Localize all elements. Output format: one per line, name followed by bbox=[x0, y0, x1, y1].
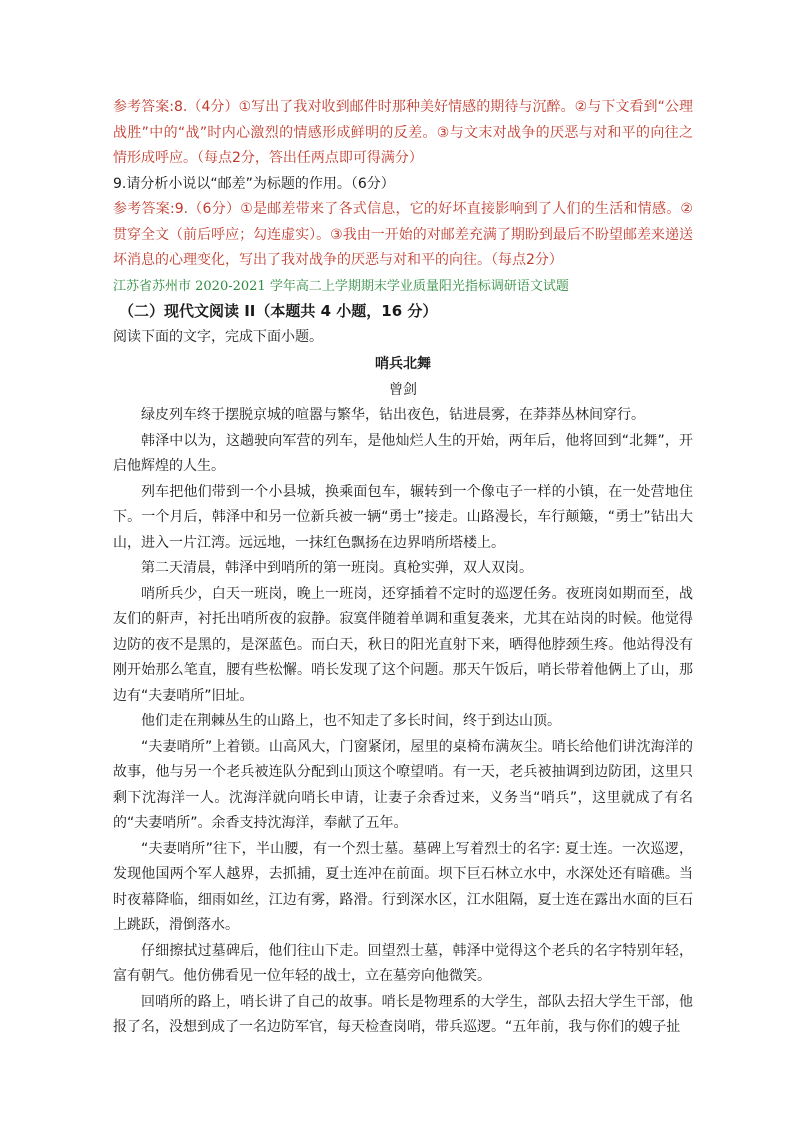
article-paragraph: 韩泽中以为，这趟驶向军营的列车，是他灿烂人生的开始，两年后，他将回到“北舞”，开启他辉煌的人生。 bbox=[113, 432, 693, 474]
article-paragraph: 绿皮列车终于摆脱京城的喧嚣与繁华，钻出夜色，钻进晨雾，在莽莽丛林间穿行。 bbox=[141, 407, 645, 423]
article-paragraph: 仔细擦拭过墓碑后，他们往山下走。回望烈士墓，韩泽中觉得这个老兵的名字特别年轻，富有朝气。他仿佛看见一位年轻的战士，立在墓旁向他微笑。 bbox=[113, 942, 693, 984]
article-paragraph: “夫妻哨所”往下，半山腰，有一个烈士墓。墓碑上写着烈士的名字: 夏士连。一次巡逻，发现他国两个军人越界，去抓捕，夏士连冲在前面。坝下巨石林立水中，水深处还有暗礁。当时夜幕降临，细雨如丝，江边有雾，路滑。行到深水区，江水阻隔，夏士连在露出水面的巨石上跳跃，滑倒落水。 bbox=[113, 840, 693, 933]
document-body bbox=[113, 95, 693, 1041]
article-paragraph: 回哨所的路上，哨长讲了自己的故事。哨长是物理系的大学生，部队去招大学生干部，他报了名，没想到成了一名边防军官，每天检查岗哨，带兵巡逻。“五年前，我与你们的嫂子扯 bbox=[113, 993, 693, 1035]
answer-9: 参考答案:9.（6分）①是邮差带来了各式信息，它的好坏直接影响到了人们的生活和情感。②贯穿全文（前后呼应；勾连虚实）。③我由一开始的对邮差充满了期盼到最后不盼望邮差来递送坏消息的心理变化，写出了我对战争的厌恶与对和平的向往。（每点2分） bbox=[113, 201, 693, 268]
article-paragraph: “夫妻哨所”上着锁。山高风大，门窗紧闭，屋里的桌椅布满灰尘。哨长给他们讲沈海洋的故事，他与另一个老兵被连队分配到山顶这个嘹望哨。有一天，老兵被抽调到边防团，这里只剩下沈海洋一人。沈海洋就向哨长申请，让妻子余香过来，义务当“哨兵”，这里就成了有名的“夫妻哨所”。余香支持沈海洋，奉献了五年。 bbox=[113, 738, 693, 831]
article-paragraph: 第二天清晨，韩泽中到哨所的第一班岗。真枪实弹，双人双岗。 bbox=[141, 560, 533, 576]
article-paragraph: 哨所兵少，白天一班岗，晚上一班岗，还穿插着不定时的巡逻任务。夜班岗如期而至，战友们的鼾声，衬托出哨所夜的寂静。寂寞伴随着单调和重复袭来，尤其在站岗的时候。他觉得边防的夜不是黑的，是深蓝色。而白天，秋日的阳光直射下来，晒得他脖颈生疼。他站得没有刚开始那么笔直，腰有些松懈。哨长发现了这个问题。那天午饭后，哨长带着他俩上了山，那边有“夫妻哨所”旧址。 bbox=[113, 585, 693, 704]
reading-instruction: 阅读下面的文字，完成下面小题。 bbox=[113, 328, 323, 345]
question-9: 9.请分析小说以“邮差”为标题的作用。（6分） bbox=[113, 175, 395, 192]
exam-source: 江苏省苏州市 2020-2021 学年高二上学期期末学业质量阳光指标调研语文试题 bbox=[113, 278, 569, 294]
section-heading: （二）现代文阅读 II（本题共 4 小题，16 分） bbox=[119, 302, 438, 320]
article-paragraph: 他们走在荆棘丛生的山路上，也不知走了多长时间，终于到达山顶。 bbox=[141, 713, 561, 729]
article-author: 曾剑 bbox=[389, 381, 417, 398]
answer-8: 参考答案:8.（4分）①写出了我对收到邮件时那种美好情感的期待与沉醉。②与下文看到“公理战胜”中的“战”时内心激烈的情感形成鲜明的反差。③与文末对战争的厌恶与对和平的向往之情形成呼应。（每点2分，答出任两点即可得满分） bbox=[113, 99, 693, 166]
article-paragraph: 列车把他们带到一个小县城，换乘面包车，辗转到一个像屯子一样的小镇，在一处营地住下。一个月后，韩泽中和另一位新兵被一辆“勇士”接走。山路漫长，车行颠簸，“勇士”钻出大山，进入一片江湾。远远地，一抹红色飘扬在边界哨所塔楼上。 bbox=[113, 483, 693, 551]
article-title: 哨兵北舞 bbox=[375, 356, 431, 372]
